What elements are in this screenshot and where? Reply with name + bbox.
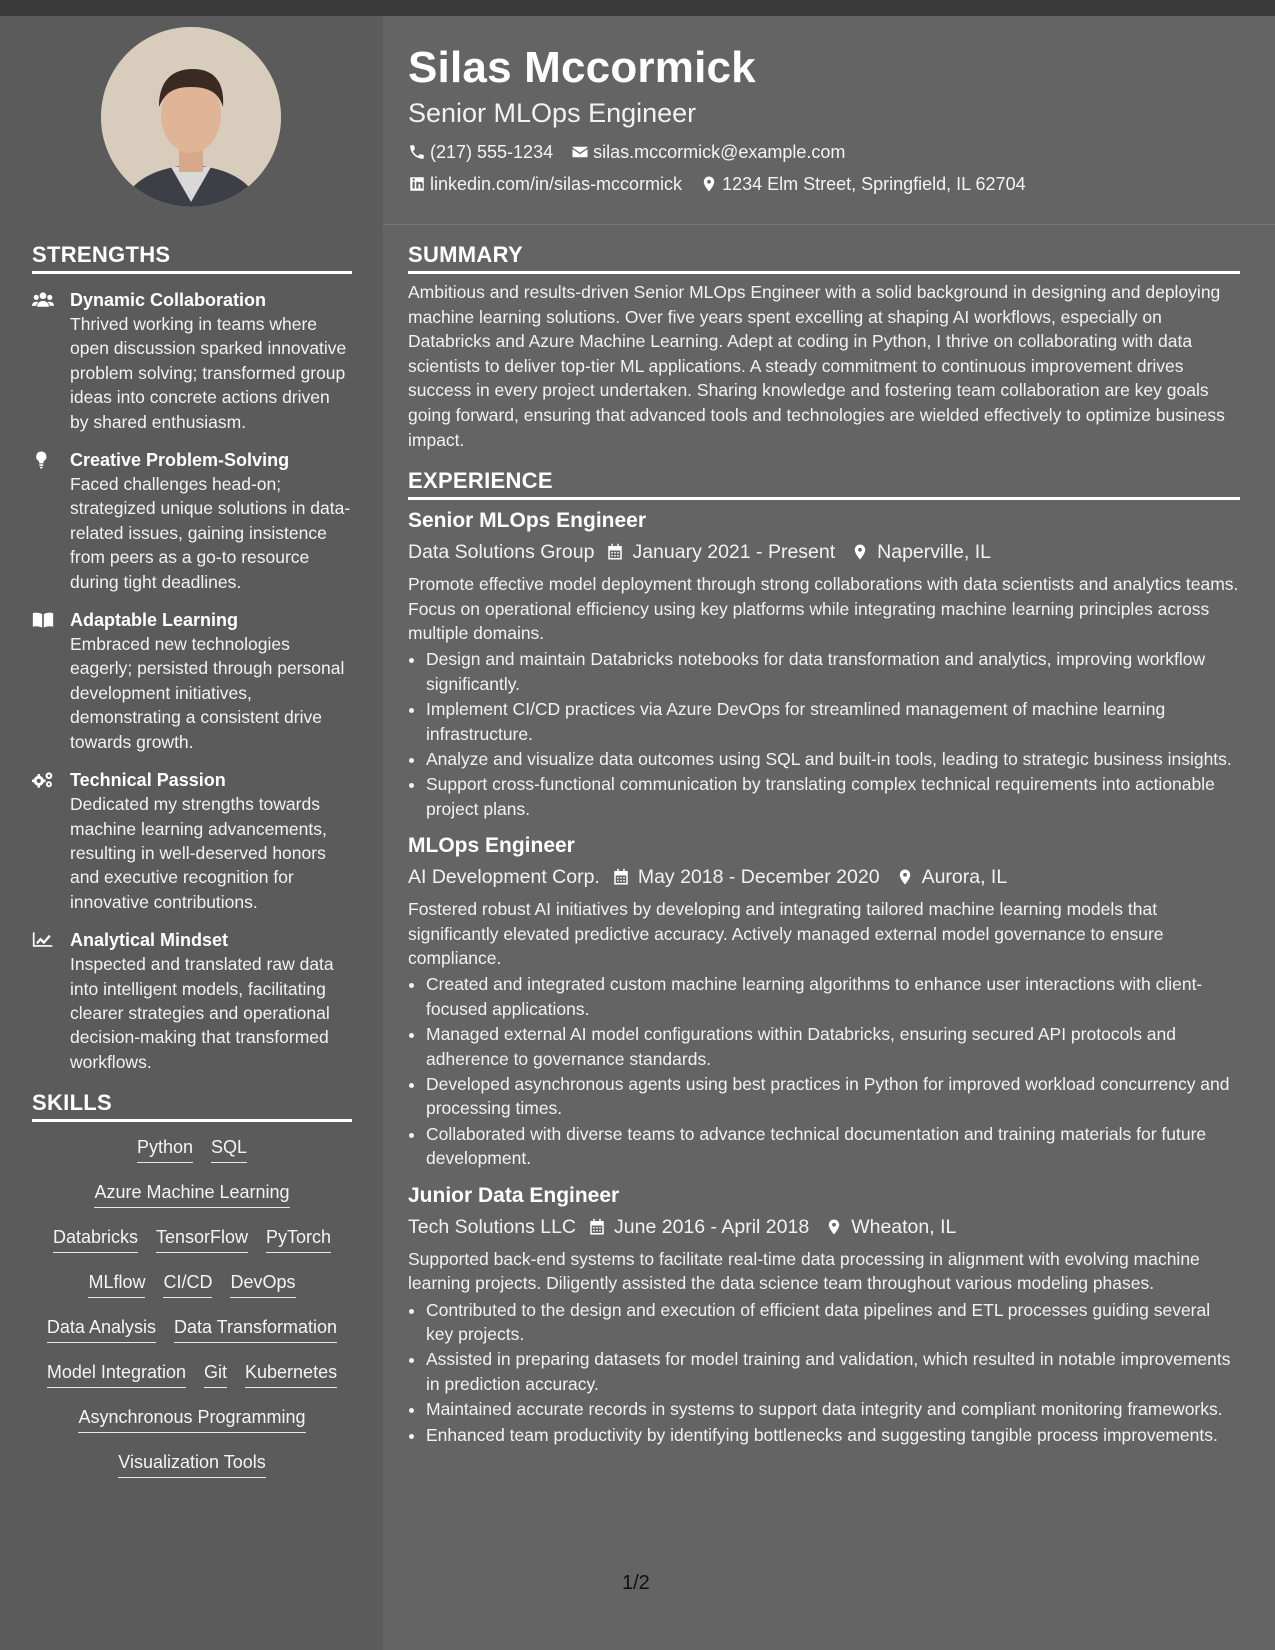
skill-row xyxy=(32,1449,352,1494)
strengths-title: STRENGTHS xyxy=(32,240,352,274)
job-entry xyxy=(408,506,1240,821)
strength-title: Creative Problem-Solving xyxy=(70,450,290,471)
page-number: 1/2 xyxy=(622,1572,650,1594)
address-contact xyxy=(700,168,1026,200)
skill-tag: Python xyxy=(137,1134,193,1163)
top-bar xyxy=(0,0,1275,16)
skills-title: SKILLS xyxy=(32,1088,352,1122)
job-bullet: • Enhanced team productivity by identifying bottlenecks and suggesting tangible process improvements. xyxy=(426,1423,1240,1447)
skill-tag: TensorFlow xyxy=(156,1224,248,1253)
strength-desc: Inspected and translated raw data into intelligent models, facilitating clearer strategies and operational decision-making that transformed workflows. xyxy=(70,954,334,1072)
job-location: Naperville, IL xyxy=(877,541,991,564)
job-bullet: • Managed external AI model configurations within Databricks, ensuring secured API protocols and adherence to governance standards. xyxy=(426,1022,1240,1071)
strength-desc: Thrived working in teams where open discussion sparked innovative problem solving; transformed group ideas into concrete actions driven by shared enthusiasm. xyxy=(70,314,347,432)
right-column xyxy=(408,240,1240,1457)
summary-title: SUMMARY xyxy=(408,240,1240,274)
linkedin-contact[interactable] xyxy=(408,168,682,200)
calendar-icon xyxy=(606,543,624,561)
job-bullet: • Analyze and visualize data outcomes using SQL and built-in tools, leading to strategic business insights. xyxy=(426,747,1240,771)
skill-tag: Azure Machine Learning xyxy=(94,1179,289,1208)
phone-contact[interactable] xyxy=(408,136,553,168)
job-location: Wheaton, IL xyxy=(851,1215,957,1238)
job-bullet: • Developed asynchronous agents using best practices in Python for improved workload concurrency and processing times. xyxy=(426,1072,1240,1121)
job-entry xyxy=(408,831,1240,1170)
job-bullets xyxy=(408,972,1240,1170)
strength-title: Adaptable Learning xyxy=(70,610,239,631)
strength-desc: Dedicated my strengths towards machine learning advancements, resulting in well-deserved honors and executive recognition for innovative contributions. xyxy=(70,794,327,912)
strength-item xyxy=(32,608,352,754)
strength-item xyxy=(32,448,352,594)
skill-row xyxy=(32,1179,352,1224)
chart-line-icon xyxy=(32,930,54,950)
job-company: AI Development Corp. xyxy=(408,866,600,889)
job-bullet: • Collaborated with diverse teams to advance technical documentation and training materials for future development. xyxy=(426,1122,1240,1171)
skill-tag: Model Integration xyxy=(47,1359,186,1388)
job-meta xyxy=(408,861,1240,893)
users-icon xyxy=(32,290,54,310)
job-title: MLOps Engineer xyxy=(408,834,575,858)
book-icon xyxy=(32,610,54,630)
calendar-icon xyxy=(588,1218,606,1236)
job-bullet: • Design and maintain Databricks notebooks for data transformation and analytics, improving workflow significantly. xyxy=(426,647,1240,696)
map-pin-icon xyxy=(851,543,869,561)
strength-title: Analytical Mindset xyxy=(70,930,229,951)
skill-row xyxy=(32,1224,352,1269)
skill-tag: Databricks xyxy=(53,1224,138,1253)
job-meta xyxy=(408,536,1240,568)
skill-tag: PyTorch xyxy=(266,1224,331,1253)
linkedin-icon xyxy=(408,175,426,193)
job-desc: Supported back-end systems to facilitate real-time data processing in alignment with evolving machine learning projects. Diligently assisted the data science team throughout various modeling phases. xyxy=(408,1248,1200,1294)
contact-row-2 xyxy=(408,168,1248,200)
skill-tag: Data Transformation xyxy=(174,1314,337,1343)
skills-list xyxy=(32,1134,352,1494)
summary-text: Ambitious and results-driven Senior MLOps Engineer with a solid background in designing and deploying machine learning solutions. Over five years spent excelling at shaping AI workflows, especially on Databricks and Azure Machine Learning. Adept at coding in Python, I thrive on collaborating with data scientists to deliver top-tier ML applications. A steady commitment to continuous improvement drives success in every project undertaken. Sharing knowledge and fostering team collaboration are key goals going forward, ensuring that advanced tools and technologies are wielded effectively to optimize business impact. xyxy=(408,282,1225,450)
map-pin-icon xyxy=(825,1218,843,1236)
skill-tag: SQL xyxy=(211,1134,247,1163)
job-bullet: • Assisted in preparing datasets for model training and validation, which resulted in notable improvements in prediction accuracy. xyxy=(426,1347,1240,1396)
lightbulb-icon xyxy=(32,450,54,470)
job-bullets xyxy=(408,1298,1240,1447)
job-company: Tech Solutions LLC xyxy=(408,1215,577,1238)
left-column xyxy=(32,240,352,1494)
job-desc: Promote effective model deployment through strong collaborations with data scientists and analytics teams. Focus on operational efficiency using key platforms while integrating machine learning principles across multiple domains. xyxy=(408,574,1239,643)
skill-tag: DevOps xyxy=(230,1269,295,1298)
job-bullet: • Maintained accurate records in systems to support data integrity and compliant monitoring frameworks. xyxy=(426,1397,1240,1421)
skill-tag: MLflow xyxy=(88,1269,145,1298)
map-pin-icon xyxy=(896,868,914,886)
job-bullets xyxy=(408,647,1240,821)
job-dates: June 2016 - April 2018 xyxy=(614,1215,810,1238)
job-title: Junior Data Engineer xyxy=(408,1183,620,1207)
job-location: Aurora, IL xyxy=(921,866,1008,889)
job-entry xyxy=(408,1181,1240,1447)
job-bullet: • Implement CI/CD practices via Azure DevOps for streamlined management of machine learning infrastructure. xyxy=(426,697,1240,746)
job-meta xyxy=(408,1211,1240,1243)
strength-desc: Faced challenges head-on; strategized unique solutions in data-related issues, gaining insistence from peers as a go-to resource during tight deadlines. xyxy=(70,474,351,592)
calendar-icon xyxy=(612,868,630,886)
phone-icon xyxy=(408,143,426,161)
gears-icon xyxy=(32,770,54,790)
contact-row-1 xyxy=(408,136,1248,168)
linkedin-text: linkedin.com/in/silas-mccormick xyxy=(430,174,683,194)
skill-row xyxy=(32,1314,352,1359)
profile-photo-image xyxy=(101,27,281,207)
strength-item xyxy=(32,288,352,434)
strength-desc: Embraced new technologies eagerly; persisted through personal development initiatives, demonstrating a consistent drive towards growth. xyxy=(70,634,345,752)
job-dates: January 2021 - Present xyxy=(632,541,836,564)
job-bullet: • Created and integrated custom machine learning algorithms to enhance user interactions with client-focused applications. xyxy=(426,972,1240,1021)
experience-title: EXPERIENCE xyxy=(408,466,1240,500)
strengths-list xyxy=(32,288,352,1074)
address-text: 1234 Elm Street, Springfield, IL 62704 xyxy=(722,174,1026,194)
email-text: silas.mccormick@example.com xyxy=(593,142,846,162)
email-contact[interactable] xyxy=(571,136,845,168)
job-dates: May 2018 - December 2020 xyxy=(637,866,880,889)
skill-tag: Git xyxy=(204,1359,227,1388)
map-pin-icon xyxy=(700,175,718,193)
candidate-role: Senior MLOps Engineer xyxy=(408,98,697,128)
candidate-name: Silas Mccormick xyxy=(408,43,756,92)
job-bullet: • Contributed to the design and execution of efficient data pipelines and ETL processes guiding several key projects. xyxy=(426,1298,1240,1347)
skill-tag: Data Analysis xyxy=(47,1314,156,1343)
envelope-icon xyxy=(571,143,589,161)
phone-text: (217) 555-1234 xyxy=(430,142,554,162)
job-company: Data Solutions Group xyxy=(408,541,595,564)
job-bullet: • Support cross-functional communication by translating complex technical requirements into actionable project plans. xyxy=(426,772,1240,821)
skill-row xyxy=(32,1404,352,1449)
skill-row xyxy=(32,1269,352,1314)
skill-row xyxy=(32,1359,352,1404)
header-divider xyxy=(383,224,1275,225)
skill-row xyxy=(32,1134,352,1179)
strength-item xyxy=(32,768,352,914)
skill-tag: Kubernetes xyxy=(245,1359,337,1388)
job-title: Senior MLOps Engineer xyxy=(408,509,647,533)
skill-tag: CI/CD xyxy=(163,1269,212,1298)
resume-header xyxy=(408,40,1248,200)
strength-title: Technical Passion xyxy=(70,770,226,791)
profile-photo xyxy=(101,27,281,207)
strength-title: Dynamic Collaboration xyxy=(70,290,267,310)
skill-tag: Visualization Tools xyxy=(118,1449,265,1478)
job-desc: Fostered robust AI initiatives by developing and integrating tailored machine learning models that significantly elevated predictive accuracy. Actively managed external model governance to ensure compliance. xyxy=(408,899,1164,969)
skill-tag: Asynchronous Programming xyxy=(78,1404,305,1433)
strength-item xyxy=(32,928,352,1074)
